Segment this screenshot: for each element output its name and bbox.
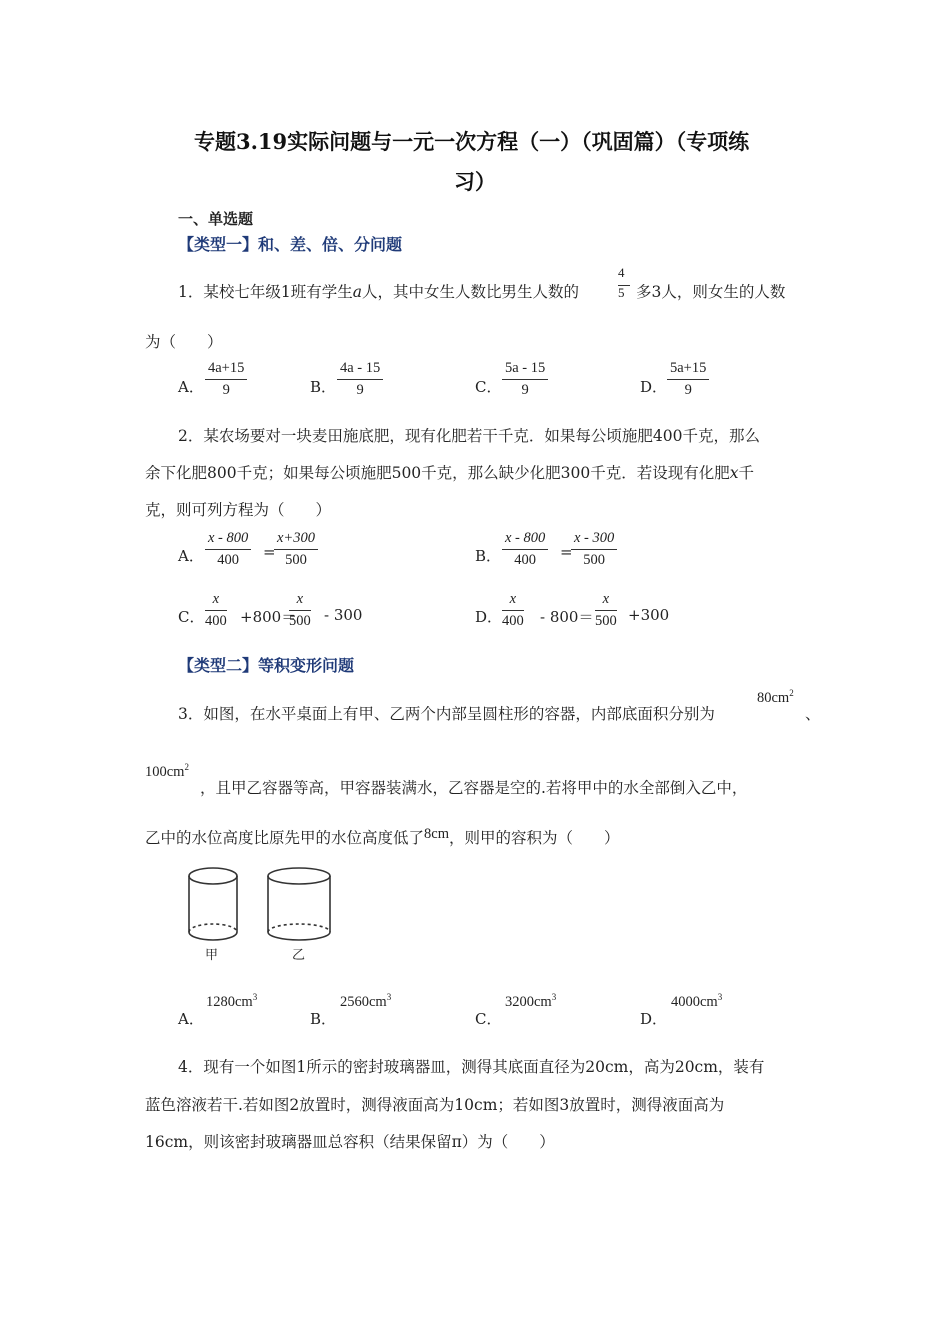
q1-option-b[interactable]: $\frac{4a - 15}{9}$ [337,360,383,399]
q2-option-b-label[interactable]: B． [475,547,502,565]
q2-option-d-tail: +300 [628,606,670,624]
q3-option-b-label[interactable]: B． [310,1010,337,1028]
figure-label-yi: 乙 [292,948,306,963]
q2-line1: 2．某农场要对一块麦田施底肥，现有化肥若干千克．如果每公顷施肥400千克，那么 [178,427,760,445]
q1-option-c-label[interactable]: C． [475,378,502,396]
q1-fraction-bar [618,285,630,286]
cylinder-jia-top [189,868,237,884]
q3-option-d-label[interactable]: D． [640,1010,668,1028]
cylinder-yi-top [268,868,330,884]
q1-option-d-label[interactable]: D． [640,378,668,396]
q3-option-c[interactable]: $3200cm^3$ [505,992,557,1010]
q2-line3: 克，则可列方程为（ ） [145,501,332,519]
q3-option-b[interactable]: $2560cm^3$ [340,992,392,1010]
q2-option-c-mid: +800＝ [240,608,297,626]
q1-option-c[interactable]: $\frac{5a - 15}{9}$ [502,360,548,399]
q2-option-b-equals: = [560,543,573,561]
q2-option-c-frac1[interactable]: $\frac{x}{400}$ [205,591,227,629]
q3-option-a-label[interactable]: A． [178,1010,204,1028]
q1-option-d[interactable]: $\frac{5a+15}{9}$ [667,360,709,399]
q3-separator: 、 [805,705,821,723]
q3-option-d[interactable]: $4000cm^3$ [671,992,723,1010]
q2-option-c-label[interactable]: C． [178,608,205,626]
q2-option-a-label[interactable]: A． [178,547,204,565]
q2-option-c-tail: - 300 [324,606,363,624]
q4-line1: 4．现有一个如图1所示的密封玻璃器皿，测得其底面直径为20cm，高为20cm，装有 [178,1058,765,1076]
q4-line3: 16cm，则该密封玻璃器皿总容积（结果保留π）为（ ） [145,1133,555,1151]
cylinders-figure [180,862,340,962]
type1-heading: 【类型一】和、差、倍、分问题 [178,235,403,254]
q1-line1: 1．某校七年级1班有学生a人，其中女生人数比男生人数的 [178,283,579,301]
q1-option-a[interactable]: $\frac{4a+15}{9}$ [205,360,247,399]
q2-option-d-label[interactable]: D． [475,608,503,626]
q2-option-a-equals: = [263,543,276,561]
q2-option-c-frac2[interactable]: $\frac{x}{500}$ [289,591,311,629]
q2-option-b-frac2[interactable]: $\frac{x - 300}{500}$ [571,530,617,569]
q2-line2: 余下化肥800千克；如果每公顷施肥500千克，那么缺少化肥300千克．若设现有化肥x千 [145,464,755,482]
q1-option-a-label[interactable]: A． [178,378,204,396]
q1-line2: 为（ ） [145,333,223,351]
q4-line2: 蓝色溶液若干.若如图2放置时，测得液面高为10cm；若如图3放置时，测得液面高为 [145,1096,725,1114]
q3-line3: 乙中的水位高度比原先甲的水位高度低了8cm，则甲的容积为（ ） [145,826,620,847]
q2-option-a-frac1[interactable]: $\frac{x - 800}{400}$ [205,530,251,569]
q3-option-c-label[interactable]: C． [475,1010,502,1028]
q3-line2: ，且甲乙容器等高，甲容器装满水，乙容器是空的.若将甲中的水全部倒入乙中， [200,779,748,797]
page-title: 专题3.19实际问题与一元一次方程（一）（巩固篇）（专项练 [194,129,750,154]
page-title-continued: 习） [454,169,496,194]
q3-area2: $100cm^2$ [145,762,189,780]
q2-option-d-mid: - 800＝ [540,608,594,626]
q2-option-b-frac1[interactable]: $\frac{x - 800}{400}$ [502,530,548,569]
q1-option-b-label[interactable]: B． [310,378,337,396]
q1-line1-end: 多3人，则女生的人数 [636,283,786,301]
q2-option-d-frac2[interactable]: $\frac{x}{500}$ [595,591,617,629]
q3-area1: $80cm^2$ [757,688,794,706]
type2-heading: 【类型二】等积变形问题 [178,656,355,675]
q1-fraction: 4 5 [618,265,625,300]
q3-line1: 3．如图，在水平桌面上有甲、乙两个内部呈圆柱形的容器，内部底面积分别为 [178,705,715,723]
section-label: 一、单选题 [178,210,254,228]
q2-option-d-frac1[interactable]: $\frac{x}{400}$ [502,591,524,629]
q2-option-a-frac2[interactable]: $\frac{x+300}{500}$ [274,530,318,569]
q3-option-a[interactable]: $1280cm^3$ [206,992,258,1010]
figure-label-jia: 甲 [205,948,219,963]
